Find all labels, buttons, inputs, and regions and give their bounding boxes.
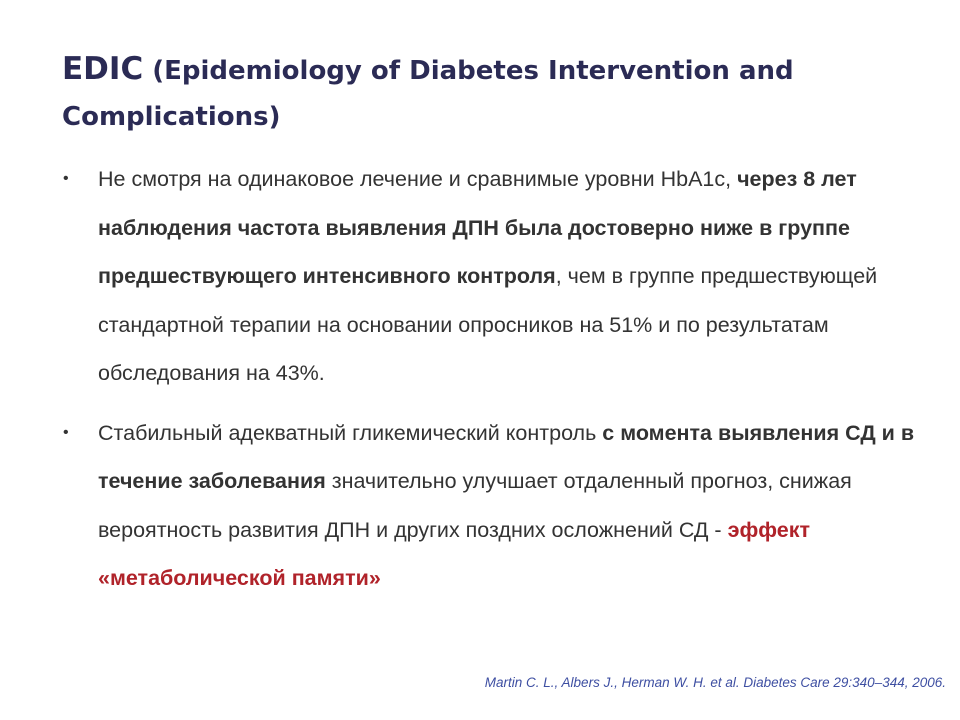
title-acronym: EDIC xyxy=(62,51,144,87)
bullet-2-bold-text: с момента выявления СД и в течение заболевания xyxy=(98,420,915,493)
bullet-2-text-part3: значительно улучшает отдаленный прогноз, снижая вероятность развития ДПН и других поздних осложнений СД - xyxy=(98,469,852,542)
bullet-2-text-part1: Стабильный адекватный гликемический контроль xyxy=(98,420,603,445)
metabolic-memory-highlight: эффект «метаболической памяти» xyxy=(98,517,811,590)
bullet-1-text-part3: , чем в группе предшествующей стандартной терапии на основании опросников на 51% и по результатам обследования на 43%. xyxy=(98,264,878,385)
bullet-item-1 xyxy=(60,155,930,398)
title-expansion: (Epidemiology of Diabetes Intervention and Complications) xyxy=(62,56,794,132)
bullet-list xyxy=(60,155,930,614)
bullet-item-2 xyxy=(60,409,930,603)
bullet-marker-1: • xyxy=(63,170,69,187)
bullet-text-2 xyxy=(98,421,914,591)
bullet-1-bold-text: через 8 лет наблюдения частота выявления ДПН была достоверно ниже в группе предшествующего интенсивного контроля xyxy=(98,167,857,288)
bullet-1-text-part1: Не смотря на одинаковое лечение и сравнимые уровни HbA1c, xyxy=(98,167,738,191)
citation-reference: Martin C. L., Albers J., Herman W. H. et al. Diabetes Care 29:340–344, 2006. xyxy=(484,675,946,690)
bullet-text-1 xyxy=(98,167,877,385)
bullet-marker-2: • xyxy=(63,423,69,441)
slide-title xyxy=(62,46,922,140)
